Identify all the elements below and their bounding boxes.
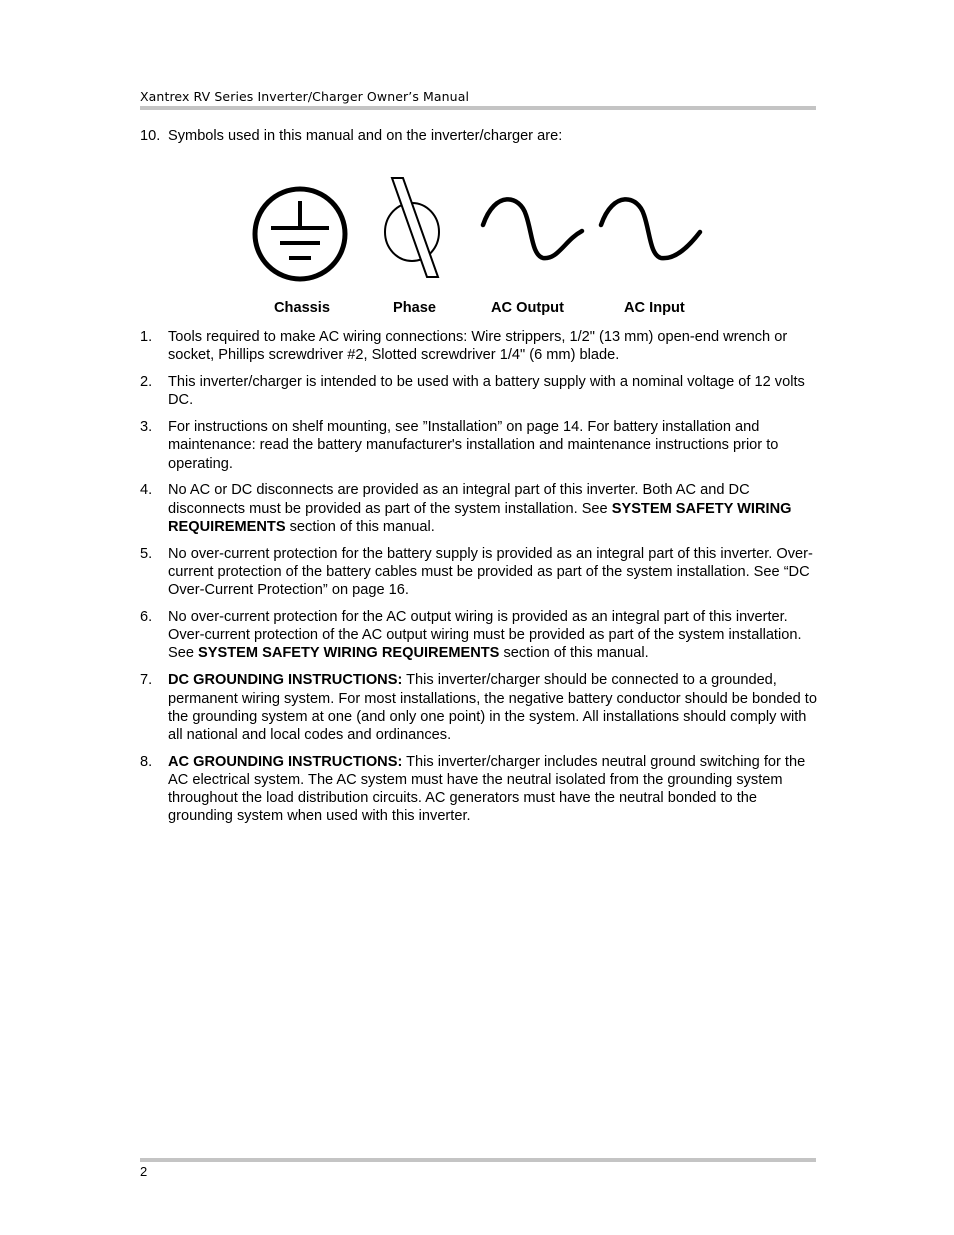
list-item-number: 2. — [140, 374, 153, 391]
chassis-label: Chassis — [274, 300, 330, 316]
text-run: section of this manual. — [499, 645, 649, 662]
list-item — [140, 753, 820, 826]
header-rule — [140, 106, 816, 110]
text-run: No over-current protection for the battery supply is provided as an integral part of this inverter. Over-current protection of the battery cables must be provided as part of the system installation. See “DC Over-Current Protection” on page 16. — [168, 545, 813, 599]
list-item-text — [168, 753, 820, 826]
list-item-text — [168, 608, 820, 663]
list-item-number: 4. — [140, 482, 153, 499]
page-number: 2 — [140, 1164, 148, 1179]
footer-rule — [140, 1158, 816, 1162]
list-item — [140, 671, 820, 744]
text-run: For instructions on shelf mounting, see ”Installation” on page 14. For battery installation and maintenance: read the battery manufacturer's installation and maintenance instructions prior to operating. — [168, 419, 779, 472]
list-item-number: 1. — [140, 329, 153, 345]
bold-text: AC GROUNDING INSTRUCTIONS: — [168, 753, 403, 770]
ac-output-label: AC Output — [491, 300, 564, 316]
phase-icon — [385, 178, 439, 277]
text-run: This inverter/charger includes neutral ground switching for the AC electrical system. The AC system must have the neutral isolated from the grounding system throughout the load distribution circuits. AC generators must have the neutral bonded to the grounding system when used with this inverter. — [168, 753, 806, 825]
list-item-number: 3. — [140, 419, 153, 436]
list-item-text — [168, 481, 820, 536]
text-run: section of this manual. — [285, 518, 435, 535]
list-item — [140, 328, 820, 364]
bold-text: SYSTEM SAFETY WIRING REQUIREMENTS — [168, 500, 792, 535]
list-item-text — [168, 328, 820, 364]
list-item — [140, 481, 820, 536]
list-item-number: 6. — [140, 609, 153, 626]
text-run: This inverter/charger should be connected to a grounded, permanent wiring system. For most installations, the negative battery conductor should be bonded to the grounding system at one (and only one point) in the system. All installations should comply with all national and local codes and ordinances. — [168, 672, 817, 743]
text-run: No over-current protection for the AC output wiring is provided as an integral part of this inverter. Over-current protection of the AC output wiring must be provided as part of the system installation. See — [168, 609, 802, 662]
list-item-text — [168, 418, 820, 473]
intro-number: 10. — [140, 128, 161, 144]
intro-text: Symbols used in this manual and on the inverter/charger are: — [168, 128, 563, 144]
list-item-number: 5. — [140, 545, 153, 562]
list-item-number: 7. — [140, 672, 153, 689]
text-run: No AC or DC disconnects are provided as an integral part of this inverter. Both AC and DC disconnects must be provided as part of the system installation. See — [168, 482, 750, 517]
ac-input-label: AC Input — [624, 300, 685, 316]
list-item — [140, 545, 820, 600]
chassis-ground-icon — [255, 189, 345, 279]
ac-output-icon — [483, 199, 582, 258]
list-item — [140, 608, 820, 663]
list-item — [140, 373, 820, 409]
list-item-number: 8. — [140, 753, 153, 770]
symbols-figure — [245, 170, 715, 285]
phase-label: Phase — [393, 300, 436, 316]
text-run: Tools required to make AC wiring connections: Wire strippers, 1/2" (13 mm) open-end wrench or socket, Phillips screwdriver #2, Slotted screwdriver 1/4" (6 mm) blade. — [168, 329, 788, 364]
ac-input-icon — [601, 199, 700, 258]
list-item — [140, 418, 820, 473]
numbered-list — [140, 328, 820, 834]
list-item-text — [168, 373, 820, 409]
bold-text: SYSTEM SAFETY WIRING REQUIREMENTS — [198, 645, 500, 662]
running-header: Xantrex RV Series Inverter/Charger Owner’s Manual — [140, 89, 470, 104]
intro-item — [140, 127, 562, 145]
text-run: This inverter/charger is intended to be used with a battery supply with a nominal voltage of 12 volts DC. — [168, 374, 805, 409]
list-item-text — [168, 545, 820, 600]
list-item-text — [168, 671, 820, 744]
bold-text: DC GROUNDING INSTRUCTIONS: — [168, 672, 403, 689]
